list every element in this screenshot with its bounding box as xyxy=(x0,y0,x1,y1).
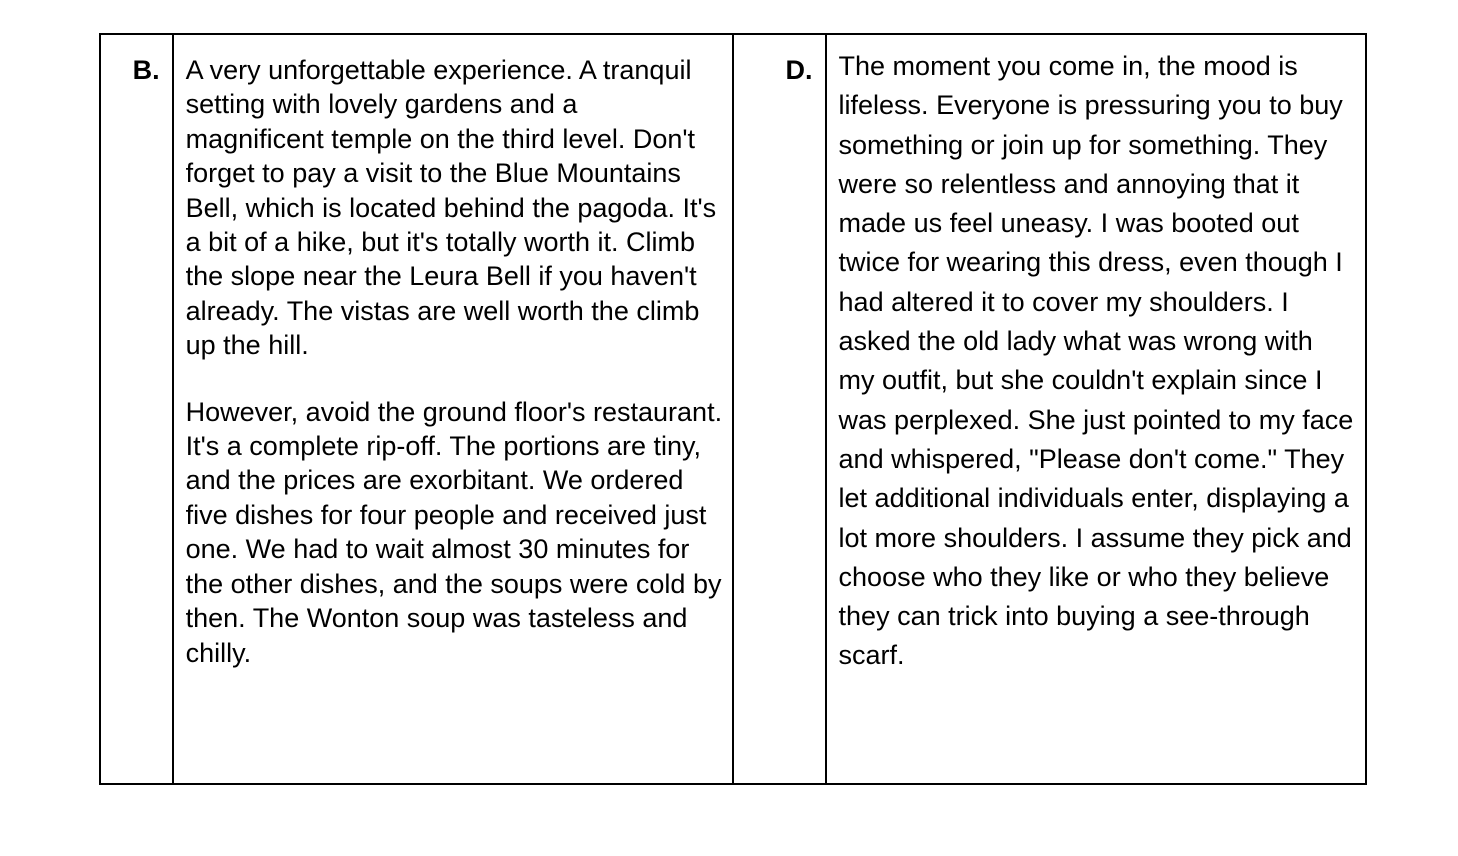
review-b-text-cell xyxy=(173,34,734,784)
table-row xyxy=(100,34,1366,784)
review-b-label: B. xyxy=(132,55,160,85)
review-d-label-cell xyxy=(733,34,825,784)
review-d-label: D. xyxy=(785,55,813,85)
reviews-table xyxy=(99,33,1367,785)
review-b-label-cell xyxy=(100,34,173,784)
review-b-text xyxy=(174,35,733,670)
review-d-paragraph-1: The moment you come in, the mood is lifeless. Everyone is pressuring you to buy something or join up for something. They were so relentless and annoying that it made us feel uneasy. I was booted out twice for wearing this dress, even though I had altered it to cover my shoulders. I asked the old lady what was wrong with my outfit, but she couldn't explain since I was perplexed. She just pointed to my face and whispered, "Please don't come." They let additional individuals enter, displaying a lot more shoulders. I assume they pick and choose who they like or who they believe they can trick into buying a see-through scarf. xyxy=(838,51,1354,671)
review-d-text-cell xyxy=(826,34,1366,784)
review-b-paragraph-1: A very unforgettable experience. A tranquil setting with lovely gardens and a magnificent temple on the third level. Don't forget to pay a visit to the Blue Mountains Bell, which is located behind the pagoda. It's a bit of a hike, but it's totally worth it. Climb the slope near the Leura Bell if you haven't already. The vistas are well worth the climb up the hill. xyxy=(185,55,717,361)
review-d-text xyxy=(827,35,1365,676)
review-b-paragraph-2: However, avoid the ground floor's restaurant. It's a complete rip-off. The portions are tiny, and the prices are exorbitant. We ordered five dishes for four people and received just one. We had to wait almost 30 minutes for the other dishes, and the soups were cold by then. The Wonton soup was tasteless and chilly. xyxy=(185,396,723,668)
